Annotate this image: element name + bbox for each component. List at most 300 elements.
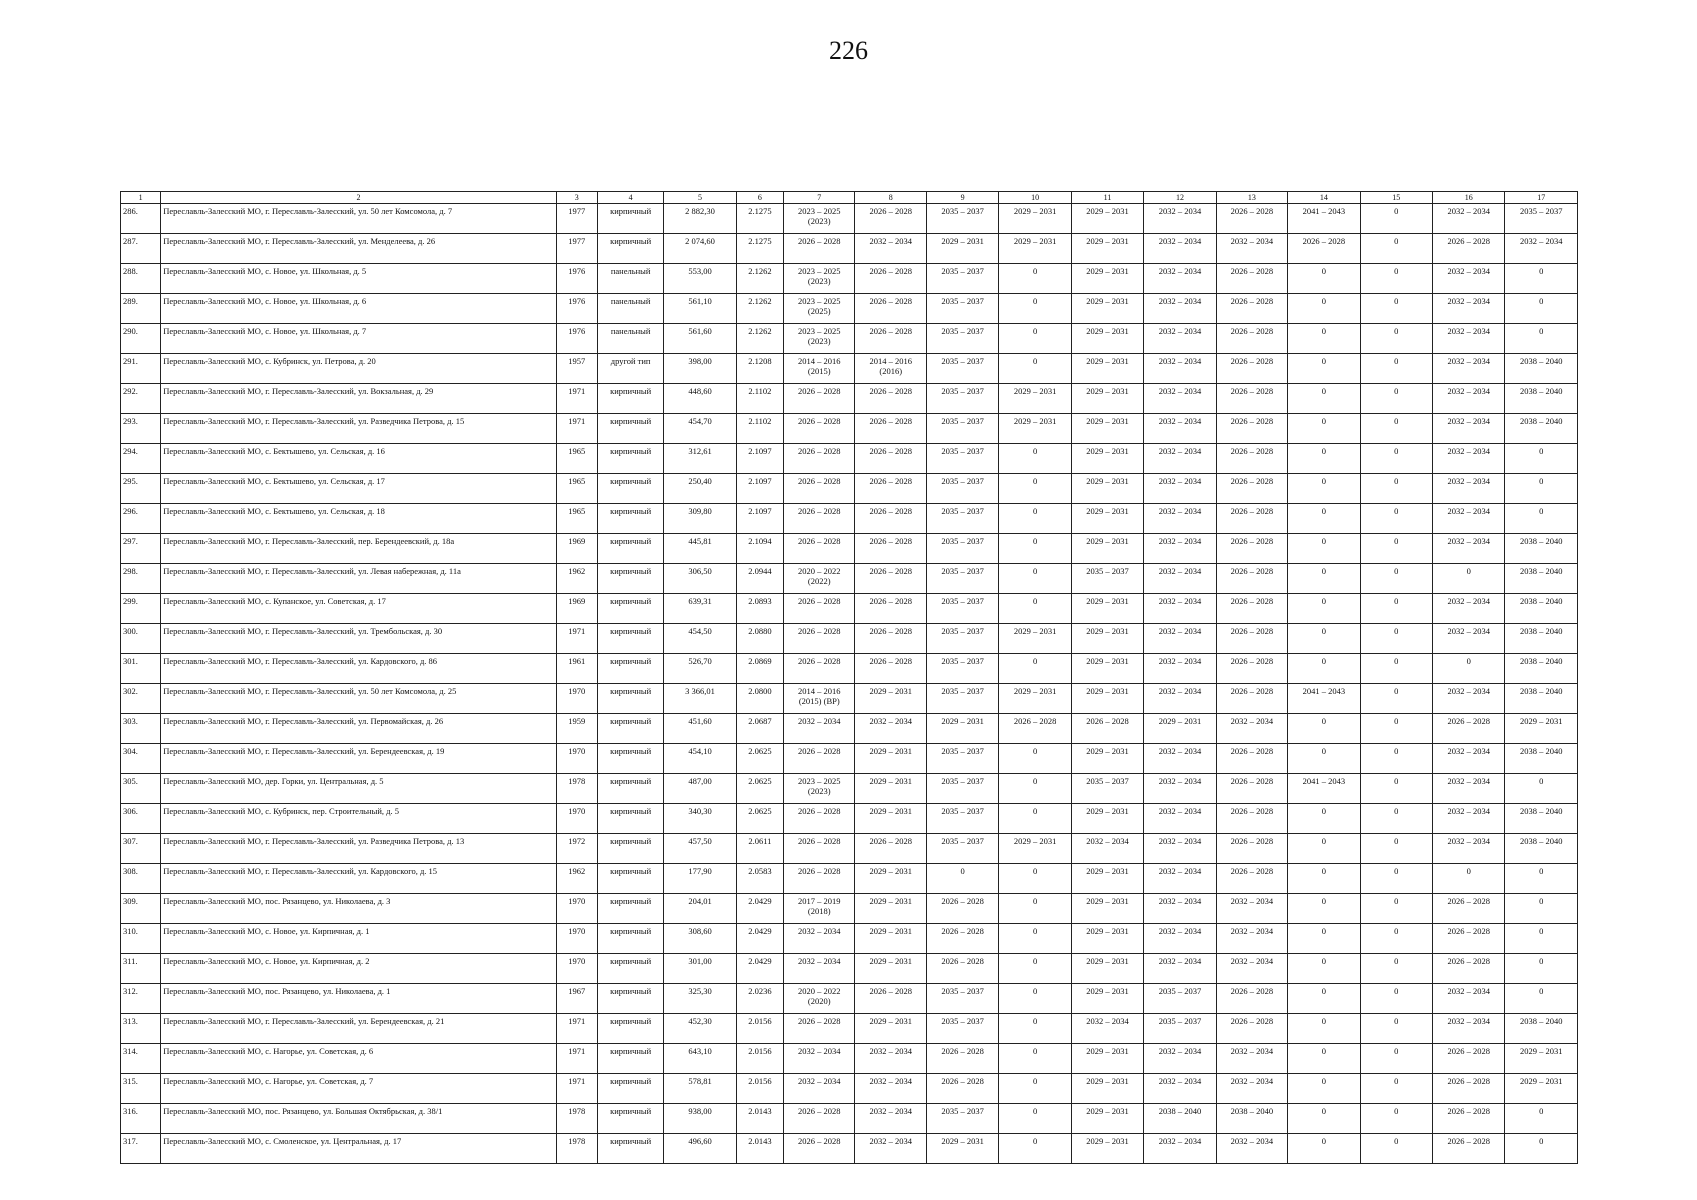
table-cell: кирпичный (597, 414, 663, 444)
row-number-cell: 307. (121, 834, 161, 864)
table-cell: 643,10 (664, 1044, 736, 1074)
table-cell: 0 (1288, 1014, 1360, 1044)
table-cell: 2026 – 2028 (855, 474, 926, 504)
table-cell: 1976 (556, 324, 597, 354)
table-cell: кирпичный (597, 594, 663, 624)
schedule-table-container (120, 191, 1578, 1164)
table-cell: 2035 – 2037 (926, 834, 998, 864)
table-cell: 2038 – 2040 (1505, 534, 1578, 564)
address-cell: Переславль-Залесский МО, дер. Горки, ул. Центральная, д. 5 (161, 774, 556, 804)
address-cell: Переславль-Залесский МО, с. Новое, ул. Кирпичная, д. 2 (161, 954, 556, 984)
table-cell: 2032 – 2034 (1144, 1134, 1216, 1164)
table-cell: 2026 – 2028 (855, 564, 926, 594)
table-cell: 2035 – 2037 (926, 804, 998, 834)
row-number-cell: 288. (121, 264, 161, 294)
table-cell: 1976 (556, 264, 597, 294)
address-cell: Переславль-Залесский МО, г. Переславль-Залесский, ул. Разведчика Петрова, д. 15 (161, 414, 556, 444)
table-cell: 0 (1288, 384, 1360, 414)
column-header-3: 3 (556, 192, 597, 204)
table-row (121, 774, 1578, 804)
address-cell: Переславль-Залесский МО, г. Переславль-Залесский, ул. Трембольская, д. 30 (161, 624, 556, 654)
table-cell: 1962 (556, 864, 597, 894)
table-cell: 2032 – 2034 (1144, 834, 1216, 864)
address-cell: Переславль-Залесский МО, пос. Рязанцево, ул. Николаева, д. 3 (161, 894, 556, 924)
table-cell: 2026 – 2028 (1432, 1074, 1504, 1104)
table-row (121, 204, 1578, 234)
table-cell: 0 (1505, 1134, 1578, 1164)
table-cell: 2.1102 (736, 384, 783, 414)
table-cell: 496,60 (664, 1134, 736, 1164)
table-row (121, 414, 1578, 444)
table-cell: 0 (1288, 534, 1360, 564)
table-cell: 2026 – 2028 (784, 654, 855, 684)
table-cell: 0 (1432, 654, 1504, 684)
table-cell: 0 (1360, 984, 1432, 1014)
table-cell: кирпичный (597, 804, 663, 834)
table-cell: 2026 – 2028 (784, 504, 855, 534)
table-cell: 2032 – 2034 (1432, 294, 1504, 324)
column-header-4: 4 (597, 192, 663, 204)
table-cell: 2038 – 2040 (1505, 744, 1578, 774)
table-cell: 0 (999, 444, 1071, 474)
table-cell: 2026 – 2028 (1432, 894, 1504, 924)
address-cell: Переславль-Залесский МО, с. Смоленское, ул. Центральная, д. 17 (161, 1134, 556, 1164)
table-cell: 2026 – 2028 (784, 474, 855, 504)
table-cell: 2026 – 2028 (855, 384, 926, 414)
table-cell: 2029 – 2031 (1071, 204, 1143, 234)
table-cell: 0 (1360, 564, 1432, 594)
table-row (121, 234, 1578, 264)
table-cell: 2029 – 2031 (855, 864, 926, 894)
table-cell: 561,10 (664, 294, 736, 324)
row-number-cell: 301. (121, 654, 161, 684)
table-cell: 2032 – 2034 (1144, 1074, 1216, 1104)
table-cell: 2026 – 2028 (999, 714, 1071, 744)
table-cell: 0 (1360, 594, 1432, 624)
column-header-13: 13 (1216, 192, 1287, 204)
table-cell: 2032 – 2034 (1432, 624, 1504, 654)
table-cell: 2029 – 2031 (1071, 354, 1143, 384)
table-cell: 2029 – 2031 (926, 714, 998, 744)
table-cell: 2032 – 2034 (1432, 204, 1504, 234)
table-row (121, 504, 1578, 534)
table-cell: 2026 – 2028 (1216, 804, 1287, 834)
table-row (121, 894, 1578, 924)
table-cell: 2029 – 2031 (855, 774, 926, 804)
table-cell: 0 (1288, 1044, 1360, 1074)
table-cell: 2026 – 2028 (1216, 594, 1287, 624)
table-cell: 301,00 (664, 954, 736, 984)
row-number-cell: 315. (121, 1074, 161, 1104)
row-number-cell: 309. (121, 894, 161, 924)
table-cell: 1962 (556, 564, 597, 594)
table-row (121, 684, 1578, 714)
row-number-cell: 299. (121, 594, 161, 624)
table-cell: 2035 – 2037 (926, 414, 998, 444)
table-cell: 0 (1432, 864, 1504, 894)
table-cell: 2029 – 2031 (1505, 1074, 1578, 1104)
table-cell: 2.0156 (736, 1074, 783, 1104)
table-cell: 0 (999, 294, 1071, 324)
table-cell: 2026 – 2028 (784, 444, 855, 474)
row-number-cell: 298. (121, 564, 161, 594)
table-cell: 2029 – 2031 (1071, 324, 1143, 354)
table-cell: 0 (1360, 924, 1432, 954)
table-cell: 0 (999, 474, 1071, 504)
table-cell: 2026 – 2028 (1288, 234, 1360, 264)
table-cell: 0 (1288, 1074, 1360, 1104)
table-cell: 2032 – 2034 (1144, 894, 1216, 924)
table-cell: 2026 – 2028 (784, 234, 855, 264)
table-cell: 454,50 (664, 624, 736, 654)
address-cell: Переславль-Залесский МО, г. Переславль-Залесский, пер. Берендеевский, д. 18а (161, 534, 556, 564)
row-number-cell: 311. (121, 954, 161, 984)
table-row (121, 954, 1578, 984)
row-number-cell: 308. (121, 864, 161, 894)
table-cell: 487,00 (664, 774, 736, 804)
table-cell: 2035 – 2037 (926, 294, 998, 324)
table-cell: 2032 – 2034 (1432, 414, 1504, 444)
table-cell: 2032 – 2034 (855, 1134, 926, 1164)
table-row (121, 1134, 1578, 1164)
table-cell: 2041 – 2043 (1288, 684, 1360, 714)
table-cell: 2035 – 2037 (926, 654, 998, 684)
table-cell: 2029 – 2031 (855, 924, 926, 954)
table-cell: 2029 – 2031 (1071, 954, 1143, 984)
table-row (121, 264, 1578, 294)
table-cell: 2026 – 2028 (1216, 984, 1287, 1014)
table-cell: 0 (1360, 834, 1432, 864)
table-cell: кирпичный (597, 564, 663, 594)
table-cell: 1971 (556, 414, 597, 444)
table-cell: 250,40 (664, 474, 736, 504)
table-cell: 2.1097 (736, 444, 783, 474)
table-cell: кирпичный (597, 954, 663, 984)
table-row (121, 1074, 1578, 1104)
row-number-cell: 304. (121, 744, 161, 774)
table-cell: 0 (1288, 744, 1360, 774)
table-cell: 2026 – 2028 (784, 804, 855, 834)
table-cell: 2029 – 2031 (855, 804, 926, 834)
table-cell: 0 (1505, 954, 1578, 984)
address-cell: Переславль-Залесский МО, с. Новое, ул. Кирпичная, д. 1 (161, 924, 556, 954)
table-cell: 2038 – 2040 (1505, 804, 1578, 834)
table-cell: 0 (1288, 924, 1360, 954)
table-cell: 0 (999, 504, 1071, 534)
table-cell: 2029 – 2031 (1071, 594, 1143, 624)
row-number-cell: 286. (121, 204, 161, 234)
table-cell: 2023 – 2025 (2023) (784, 774, 855, 804)
table-cell: 2.0625 (736, 774, 783, 804)
table-cell: 2 882,30 (664, 204, 736, 234)
table-cell: 2026 – 2028 (784, 594, 855, 624)
column-header-1: 1 (121, 192, 161, 204)
row-number-cell: 289. (121, 294, 161, 324)
table-header (121, 192, 1578, 204)
table-cell: 2.1208 (736, 354, 783, 384)
table-cell: 2029 – 2031 (999, 384, 1071, 414)
table-cell: 2032 – 2034 (1144, 924, 1216, 954)
table-cell: 938,00 (664, 1104, 736, 1134)
table-cell: 2026 – 2028 (1432, 1104, 1504, 1134)
address-cell: Переславль-Залесский МО, с. Нагорье, ул. Советская, д. 6 (161, 1044, 556, 1074)
table-cell: 2029 – 2031 (999, 414, 1071, 444)
table-cell: 306,50 (664, 564, 736, 594)
table-cell: 2035 – 2037 (1144, 1014, 1216, 1044)
table-cell: 2026 – 2028 (855, 264, 926, 294)
table-cell: 2035 – 2037 (926, 384, 998, 414)
table-cell: 2026 – 2028 (855, 414, 926, 444)
table-cell: 2029 – 2031 (1071, 294, 1143, 324)
table-cell: кирпичный (597, 234, 663, 264)
table-cell: 2020 – 2022 (2022) (784, 564, 855, 594)
table-cell: 2026 – 2028 (1216, 1014, 1287, 1044)
table-cell: 2038 – 2040 (1505, 564, 1578, 594)
table-cell: 0 (999, 1014, 1071, 1044)
table-cell: 2032 – 2034 (855, 714, 926, 744)
row-number-cell: 291. (121, 354, 161, 384)
table-cell: 2029 – 2031 (999, 834, 1071, 864)
table-cell: 2023 – 2025 (2023) (784, 204, 855, 234)
table-cell: 0 (1360, 714, 1432, 744)
row-number-cell: 316. (121, 1104, 161, 1134)
table-cell: 0 (1288, 294, 1360, 324)
table-cell: 2014 – 2016 (2015) (784, 354, 855, 384)
table-cell: 0 (999, 804, 1071, 834)
table-cell: 1967 (556, 984, 597, 1014)
table-cell: 0 (999, 924, 1071, 954)
table-cell: 2029 – 2031 (1071, 864, 1143, 894)
table-row (121, 474, 1578, 504)
table-cell: 2032 – 2034 (1432, 474, 1504, 504)
table-cell: 452,30 (664, 1014, 736, 1044)
table-cell: 1971 (556, 624, 597, 654)
table-cell: 2026 – 2028 (926, 894, 998, 924)
row-number-cell: 317. (121, 1134, 161, 1164)
table-cell: 2026 – 2028 (1216, 834, 1287, 864)
table-cell: 2032 – 2034 (1144, 444, 1216, 474)
address-cell: Переславль-Залесский МО, с. Бектышево, ул. Сельская, д. 17 (161, 474, 556, 504)
table-cell: 2026 – 2028 (1432, 714, 1504, 744)
table-cell: 2026 – 2028 (1216, 474, 1287, 504)
table-cell: 0 (1288, 594, 1360, 624)
table-cell: 1970 (556, 684, 597, 714)
table-cell: панельный (597, 324, 663, 354)
table-cell: 2.0893 (736, 594, 783, 624)
table-cell: 2032 – 2034 (1432, 534, 1504, 564)
table-cell: 0 (1360, 1014, 1432, 1044)
table-cell: 1971 (556, 1044, 597, 1074)
table-cell: 0 (1288, 804, 1360, 834)
table-cell: 2029 – 2031 (1071, 804, 1143, 834)
table-cell: 2032 – 2034 (1144, 294, 1216, 324)
table-cell: кирпичный (597, 204, 663, 234)
row-number-cell: 292. (121, 384, 161, 414)
table-cell: 0 (999, 984, 1071, 1014)
table-cell: 2032 – 2034 (1144, 954, 1216, 984)
table-cell: 2032 – 2034 (784, 924, 855, 954)
table-cell: 0 (926, 864, 998, 894)
table-cell: 2038 – 2040 (1505, 1014, 1578, 1044)
table-cell: 1959 (556, 714, 597, 744)
table-cell: 2029 – 2031 (1071, 264, 1143, 294)
table-cell: 2032 – 2034 (1216, 1134, 1287, 1164)
table-cell: 2032 – 2034 (1144, 594, 1216, 624)
table-cell: 2032 – 2034 (1432, 504, 1504, 534)
table-cell: 0 (1505, 984, 1578, 1014)
table-cell: 2032 – 2034 (1432, 774, 1504, 804)
table-cell: 2032 – 2034 (1144, 234, 1216, 264)
table-cell: 0 (1360, 384, 1432, 414)
table-cell: 2032 – 2034 (1216, 894, 1287, 924)
table-cell: 2029 – 2031 (1071, 444, 1143, 474)
table-cell: 2029 – 2031 (1071, 384, 1143, 414)
table-cell: 0 (1360, 624, 1432, 654)
table-cell: кирпичный (597, 774, 663, 804)
table-cell: 2026 – 2028 (1216, 354, 1287, 384)
table-cell: 2026 – 2028 (1216, 204, 1287, 234)
table-cell: 325,30 (664, 984, 736, 1014)
table-cell: 1957 (556, 354, 597, 384)
table-cell: 2026 – 2028 (855, 294, 926, 324)
table-cell: 2.0800 (736, 684, 783, 714)
table-cell: 2035 – 2037 (1071, 564, 1143, 594)
table-cell: 1978 (556, 1104, 597, 1134)
table-cell: 2029 – 2031 (855, 894, 926, 924)
table-cell: 2035 – 2037 (926, 1104, 998, 1134)
table-cell: 2026 – 2028 (1432, 1044, 1504, 1074)
table-cell: 2026 – 2028 (1432, 234, 1504, 264)
table-cell: 0 (1360, 204, 1432, 234)
table-cell: 2020 – 2022 (2020) (784, 984, 855, 1014)
table-cell: 2032 – 2034 (855, 1074, 926, 1104)
row-number-cell: 302. (121, 684, 161, 714)
table-row (121, 444, 1578, 474)
table-cell: 2032 – 2034 (855, 1104, 926, 1134)
table-cell: 2.0236 (736, 984, 783, 1014)
table-cell: 2026 – 2028 (855, 984, 926, 1014)
address-cell: Переславль-Залесский МО, пос. Рязанцево, ул. Большая Октябрьская, д. 38/1 (161, 1104, 556, 1134)
table-cell: 2026 – 2028 (855, 204, 926, 234)
table-cell: 0 (1288, 834, 1360, 864)
table-cell: 0 (1360, 294, 1432, 324)
table-cell: 1965 (556, 504, 597, 534)
table-cell: 2032 – 2034 (1216, 1044, 1287, 1074)
table-cell: 0 (1288, 624, 1360, 654)
column-header-17: 17 (1505, 192, 1578, 204)
table-cell: 0 (1360, 504, 1432, 534)
table-cell: 2.0143 (736, 1134, 783, 1164)
table-cell: 2035 – 2037 (926, 564, 998, 594)
table-cell: 0 (999, 1134, 1071, 1164)
table-cell: 2029 – 2031 (1505, 1044, 1578, 1074)
table-row (121, 1044, 1578, 1074)
table-cell: 2038 – 2040 (1505, 384, 1578, 414)
table-cell: 0 (1288, 894, 1360, 924)
table-cell: 2035 – 2037 (926, 984, 998, 1014)
column-header-6: 6 (736, 192, 783, 204)
table-cell: 2029 – 2031 (855, 684, 926, 714)
table-row (121, 594, 1578, 624)
table-cell: 2014 – 2016 (2015) (ВР) (784, 684, 855, 714)
table-cell: 0 (1360, 894, 1432, 924)
table-cell: 177,90 (664, 864, 736, 894)
table-cell: кирпичный (597, 834, 663, 864)
table-cell: 2026 – 2028 (926, 1074, 998, 1104)
table-cell: 2026 – 2028 (1216, 774, 1287, 804)
table-row (121, 834, 1578, 864)
table-cell: 2038 – 2040 (1144, 1104, 1216, 1134)
table-cell: 2032 – 2034 (1432, 324, 1504, 354)
table-cell: 454,70 (664, 414, 736, 444)
address-cell: Переславль-Залесский МО, г. Переславль-Залесский, ул. Вокзальная, д. 29 (161, 384, 556, 414)
table-cell: 2035 – 2037 (926, 624, 998, 654)
table-row (121, 294, 1578, 324)
table-cell: 0 (1505, 774, 1578, 804)
table-cell: 2032 – 2034 (1216, 1074, 1287, 1104)
table-cell: 2035 – 2037 (926, 474, 998, 504)
table-cell: 2029 – 2031 (1071, 624, 1143, 654)
table-cell: кирпичный (597, 1074, 663, 1104)
table-cell: 2026 – 2028 (855, 534, 926, 564)
row-number-cell: 313. (121, 1014, 161, 1044)
table-cell: 445,81 (664, 534, 736, 564)
table-cell: 0 (1288, 504, 1360, 534)
table-cell: 2032 – 2034 (1432, 744, 1504, 774)
table-cell: 2041 – 2043 (1288, 774, 1360, 804)
table-cell: 0 (1288, 1134, 1360, 1164)
table-cell: другой тип (597, 354, 663, 384)
table-cell: 0 (999, 264, 1071, 294)
table-cell: 2032 – 2034 (855, 234, 926, 264)
column-header-11: 11 (1071, 192, 1143, 204)
table-cell: 0 (1360, 324, 1432, 354)
table-cell: 2032 – 2034 (1144, 474, 1216, 504)
table-cell: кирпичный (597, 1014, 663, 1044)
table-cell: 2023 – 2025 (2023) (784, 264, 855, 294)
table-row (121, 624, 1578, 654)
table-cell: 2023 – 2025 (2025) (784, 294, 855, 324)
table-cell: 2.0625 (736, 744, 783, 774)
table-cell: 2026 – 2028 (926, 1044, 998, 1074)
address-cell: Переславль-Залесский МО, с. Новое, ул. Школьная, д. 5 (161, 264, 556, 294)
schedule-table (120, 191, 1578, 1164)
table-cell: 2026 – 2028 (926, 954, 998, 984)
table-cell: 2032 – 2034 (1144, 504, 1216, 534)
table-cell: 0 (1360, 1104, 1432, 1134)
table-cell: 2032 – 2034 (784, 1074, 855, 1104)
table-cell: кирпичный (597, 654, 663, 684)
table-cell: 1965 (556, 474, 597, 504)
table-row (121, 354, 1578, 384)
table-cell: 0 (1505, 894, 1578, 924)
table-cell: 2032 – 2034 (1432, 684, 1504, 714)
table-cell: 0 (1505, 264, 1578, 294)
table-cell: 1978 (556, 774, 597, 804)
table-cell: 340,30 (664, 804, 736, 834)
table-cell: 2032 – 2034 (1432, 384, 1504, 414)
address-cell: Переславль-Залесский МО, г. Переславль-Залесский, ул. 50 лет Комсомола, д. 7 (161, 204, 556, 234)
table-cell: 0 (1288, 414, 1360, 444)
table-cell: 2029 – 2031 (1071, 924, 1143, 954)
table-cell: 2032 – 2034 (1144, 684, 1216, 714)
table-cell: 1977 (556, 204, 597, 234)
table-cell: 2029 – 2031 (999, 204, 1071, 234)
table-cell: 2026 – 2028 (784, 1134, 855, 1164)
table-cell: 457,50 (664, 834, 736, 864)
table-cell: 561,60 (664, 324, 736, 354)
table-cell: 0 (1360, 1134, 1432, 1164)
